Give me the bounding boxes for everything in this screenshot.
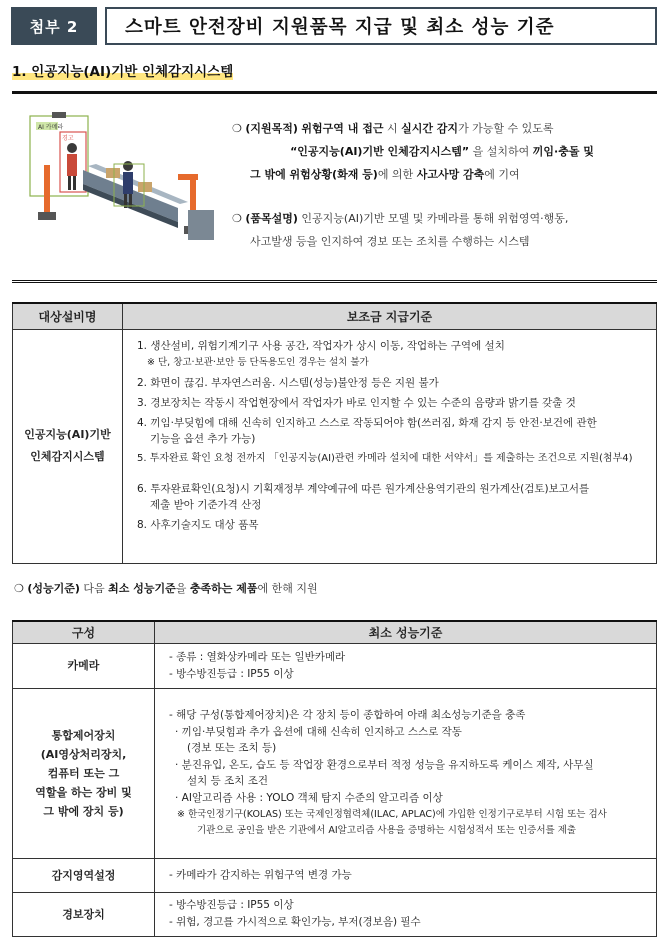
performance-table [12, 620, 657, 937]
component-cell: 경보장치 [13, 892, 155, 936]
list-item: 6. 투자완료확인(요청)시 기획재정부 계약예규에 따른 원가계산용역기관의 원가계산(검토)보고서를 [137, 482, 590, 495]
component-cell: 카메라 [13, 643, 155, 688]
attachment-badge: 첨부 2 [11, 7, 97, 45]
section-heading: 1. 인공지능(AI)기반 인체감지시스템 [12, 64, 234, 80]
table-header: 대상설비명 [13, 303, 123, 329]
component-cell: 통합제어장치 (AI영상처리장치, 컴퓨터 또는 그 역할을 하는 장비 및 그 밖에 장치 등) [13, 688, 155, 858]
table-row [13, 643, 657, 688]
page-title: 스마트 안전장비 지원품목 지급 및 최소 성능 기준 [105, 7, 657, 45]
section-divider [12, 91, 657, 94]
list-item: 8. 사후기술지도 대상 품목 [137, 518, 259, 531]
illustration-label: 경고 [62, 135, 74, 142]
component-cell: 감지영역설정 [13, 858, 155, 892]
list-item: 제출 받아 기준가격 산정 [150, 498, 262, 511]
table-row [13, 858, 657, 892]
criteria-cell: - 카메라가 감지하는 위험구역 변경 가능 [155, 858, 657, 892]
list-item: 1. 생산설비, 위험기계기구 사용 공간, 작업자가 상시 이동, 작업하는 구역에 설치 [137, 339, 505, 352]
list-item: 2. 화면이 끊김. 부자연스러움. 시스템(성능)불안정 등은 지원 불가 [137, 376, 439, 389]
list-item: 5. 투자완료 확인 요청 전까지 「인공지능(AI)관련 카메라 설치에 대한 서약서」를 제출하는 조건으로 지원(첨부4) [137, 452, 633, 464]
list-item: 4. 끼임·부딪힘에 대해 신속히 인지하고 스스로 작동되어야 함(쓰러짐, 화재 감지 등 안전·보건에 관한 [137, 416, 597, 429]
table-header: 보조금 지급기준 [123, 303, 657, 329]
table-row [13, 892, 657, 936]
factory-illustration [28, 110, 216, 248]
target-equipment-cell: 인공지능(AI)기반 인체감지시스템 [13, 329, 123, 563]
list-item: ※ 단, 창고·보관·보안 등 단독용도인 경우는 설치 불가 [147, 356, 369, 368]
performance-criteria-intro: ❍ (성능기준) 다음 최소 성능기준을 충족하는 제품에 한해 지원 [14, 582, 318, 595]
subsidy-criteria-table [12, 302, 657, 564]
table-header: 구성 [13, 621, 155, 643]
criteria-list [123, 329, 657, 563]
purpose-bullet: ❍ (지원목적) 위험구역 내 접근 시 실시간 감지가 가능할 수 있도록 “인공지능(AI)기반 인체감지시스템” 을 설치하여 끼임·충돌 및 그 밖에 위험상황(화재 등)에 의한 사고사망 감축에 기여 [232, 122, 594, 181]
criteria-cell: - 종류 : 열화상카메라 또는 일반카메라 - 방수방진등급 : IP55 이상 [155, 643, 657, 688]
criteria-cell: - 해당 구성(통합제어장치)은 각 장치 등이 종합하여 아래 최소성능기준을 충족 · 끼임·부딪힘과 추가 옵션에 대해 신속히 인지하고 스스로 작동 (경보 또는 조치 등) · 분진유입, 온도, 습도 등 작업장 환경으로부터 적정 성능을 유지하도록 케이스 제작, 사무실 설치 등 조치 조건 · AI알고리즘 사용 : YOLO 객체 탐지 수준의 알고리즘 이상 ※ 한국인정기구(KOLAS) 또는 국제인정협력체(ILAC, APLAC)에 가입한 인정기구로부터 시험 또는 검사 기관으로 공인을 받은 기관에서 AI알고리즘 사용을 증명하는 시험성적서 또는 인증서를 제출 [155, 688, 657, 858]
list-item: 기능을 옵션 추가 가능) [150, 432, 256, 445]
table-row [13, 688, 657, 858]
list-item: 3. 경보장치는 작동시 작업현장에서 작업자가 바로 인지할 수 있는 수준의 음량과 밝기를 갖출 것 [137, 396, 576, 409]
illustration-label: AI 카메라 [38, 124, 64, 131]
section-divider [12, 280, 657, 283]
page-header [11, 7, 657, 45]
description-bullet: ❍ (품목설명) 인공지능(AI)기반 모델 및 카메라를 통해 위험영역·행동, 사고발생 등을 인지하여 경보 또는 조치를 수행하는 시스템 [232, 212, 569, 248]
criteria-cell: - 방수방진등급 : IP55 이상 - 위험, 경고를 가시적으로 확인가능, 부저(경보음) 필수 [155, 892, 657, 936]
table-header: 최소 성능기준 [155, 621, 657, 643]
